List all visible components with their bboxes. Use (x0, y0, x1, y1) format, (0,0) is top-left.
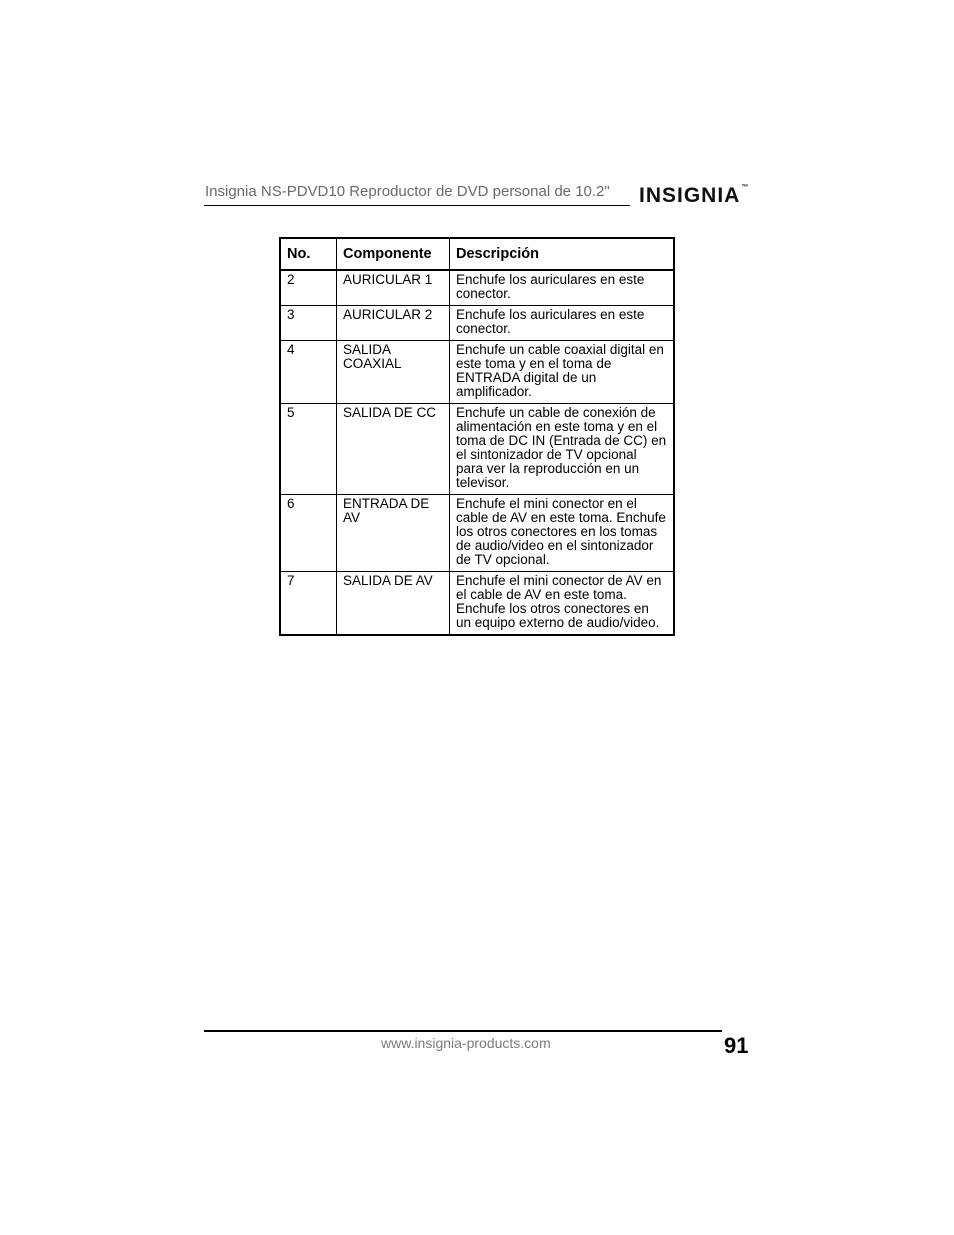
cell-description: Enchufe el mini conector de AV en el cable de AV en este toma. Enchufe los otros conectores en un equipo externo de audio/video. (450, 572, 675, 636)
header-title: Insignia NS-PDVD10 Reproductor de DVD personal de 10.2" (205, 183, 610, 200)
cell-no: 6 (280, 495, 337, 572)
table-row (280, 404, 674, 495)
footer-url: www.insignia-products.com (381, 1035, 551, 1051)
connector-table (279, 237, 675, 636)
cell-component: AURICULAR 2 (337, 306, 450, 341)
table-row (280, 572, 674, 636)
column-header-no: No. (280, 238, 337, 270)
cell-component: ENTRADA DE AV (337, 495, 450, 572)
table-row (280, 270, 674, 306)
cell-no: 7 (280, 572, 337, 636)
insignia-logo (639, 184, 748, 208)
table-header-row (280, 238, 674, 270)
cell-component: SALIDA COAXIAL (337, 341, 450, 404)
table-row (280, 341, 674, 404)
cell-description: Enchufe un cable de conexión de alimentación en este toma y en el toma de DC IN (Entrada de CC) en el sintonizador de TV opcional para ver la reproducción en un televisor. (450, 404, 675, 495)
cell-no: 4 (280, 341, 337, 404)
cell-description: Enchufe un cable coaxial digital en este toma y en el toma de ENTRADA digital de un amplificador. (450, 341, 675, 404)
brand-name: INSIGNIA (639, 184, 741, 207)
trademark-mark: ™ (741, 184, 749, 191)
table-row (280, 306, 674, 341)
column-header-description: Descripción (450, 238, 675, 270)
cell-no: 2 (280, 270, 337, 306)
page-number: 91 (724, 1033, 749, 1058)
cell-component: SALIDA DE AV (337, 572, 450, 636)
column-header-component: Componente (337, 238, 450, 270)
cell-description: Enchufe los auriculares en este conector. (450, 306, 675, 341)
cell-description: Enchufe los auriculares en este conector. (450, 270, 675, 306)
footer-rule (204, 1030, 722, 1032)
cell-no: 3 (280, 306, 337, 341)
cell-component: AURICULAR 1 (337, 270, 450, 306)
cell-component: SALIDA DE CC (337, 404, 450, 495)
cell-no: 5 (280, 404, 337, 495)
cell-description: Enchufe el mini conector en el cable de AV en este toma. Enchufe los otros conectores en los tomas de audio/video en el sintonizador de TV opcional. (450, 495, 675, 572)
header-rule (204, 205, 630, 206)
table-row (280, 495, 674, 572)
